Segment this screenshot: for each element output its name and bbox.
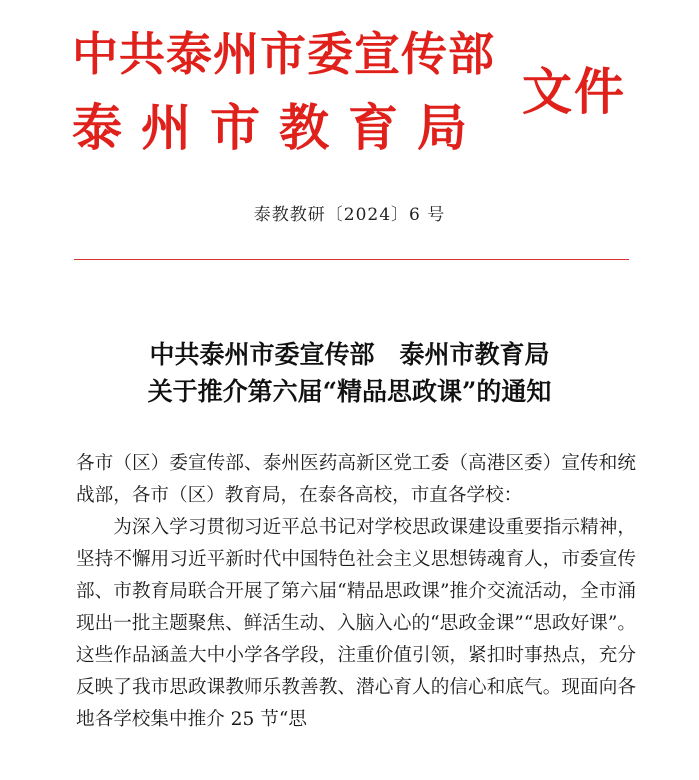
body-paragraph-1: 为深入学习贯彻习近平总书记对学校思政课建设重要指示精神，坚持不懈用习近平新时代中国特色社会主义思想铸魂育人，市委宣传部、市教育局联合开展了第六届“精品思政课”推介交流活动，全市涌现出一批主题聚焦、鲜活生动、入脑入心的“思政金课”“思政好课”。这些作品涵盖大中小学各学段，注重价值引领，紧扣时事热点，充分反映了我市思政课教师乐教善教、潜心育人的信心和底气。现面向各地各学校集中推介 25 节“思 xyxy=(76,517,636,730)
document-type-label: 文件 xyxy=(522,62,626,121)
issuer-name-education-bureau: 泰州市教育局 xyxy=(72,98,486,157)
issuer-name-publicity-department: 中共泰州市委宣传部 xyxy=(72,27,495,81)
notice-body xyxy=(76,448,636,736)
notice-title-line-1: 中共泰州市委宣传部 泰州市教育局 xyxy=(149,340,550,369)
notice-title-line-2: 关于推介第六届“精品思政课”的通知 xyxy=(147,377,552,406)
notice-title xyxy=(0,336,699,410)
red-divider-line xyxy=(74,259,629,260)
document-header xyxy=(0,0,699,180)
addressee-paragraph: 各市（区）委宣传部、泰州医药高新区党工委（高港区委）宣传和统战部，各市（区）教育局，在泰各高校，市直各学校： xyxy=(76,453,636,506)
document-number: 泰教教研〔2024〕6 号 xyxy=(253,205,446,225)
